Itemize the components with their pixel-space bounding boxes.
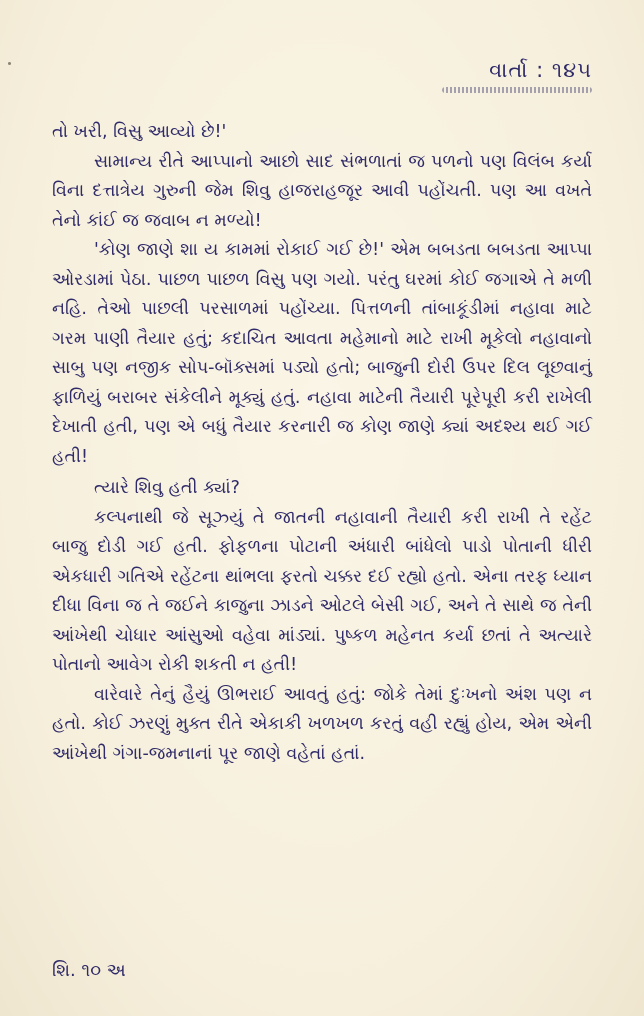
story-body [52, 118, 592, 769]
paragraph-3: 'કોણ જાણે શા ય કામમાં રોકાઈ ગઈ છે!' એમ બબડતા બબડતા આપ્પા ઓરડામાં પેઠા. પાછળ પાછળ વિસુ પણ ગયો. પરંતુ ઘરમાં કોઈ જગાએ તે મળી નહિ. તેઓ પાછલી પરસાળમાં પહોંચ્યા. પિત્તળની તાંબાકૂંડીમાં નહાવા માટે ગરમ પાણી તૈયાર હતું; કદાચિત આવતા મહેમાનો માટે રાખી મૂકેલો નહાવાનો સાબુ પણ નજીક સોપ-બૉક્સમાં પડ્યો હતો; બાજુની દોરી ઉપર દિલ લૂછવાનું ફાળિયું બરાબર સંકેલીને મૂક્યું હતું. નહાવા માટેની તૈયારી પૂરેપૂરી કરી રાખેલી દેખાતી હતી, પણ એ બધું તૈયાર કરનારી જ કોણ જાણે ક્યાં અદશ્ય થઈ ગઈ હતી! [52, 240, 592, 467]
printer-signature-mark: શિ. ૧૦ અ [52, 960, 126, 981]
paper-speck [8, 62, 11, 65]
paragraph-4: ત્યારે શિવુ હતી ક્યાં? [94, 478, 240, 498]
running-header [442, 58, 592, 93]
header-decorative-rule [442, 87, 592, 93]
paragraph-5: કલ્પનાથી જે સૂઝ્યું તે જાતની નહાવાની તૈયારી કરી રાખી તે રહેંટ બાજુ દોડી ગઈ હતી. ફોફળના પોટાની અંધારી બાંધેલો પાડો પોતાની ધીરી એકધારી ગતિએ રહેંટના થાંભલા ફરતો ચક્કર દઈ રહ્યો હતો. એના તરફ ધ્યાન દીધા વિના જ તે જઈને કાજુના ઝાડને ઓટલે બેસી ગઈ, અને તે સાથે જ તેની આંખેથી ચોધાર આંસુઓ વહેવા માંડ્યાં. પુષ્કળ મહેનત કર્યા છતાં તે અત્યારે પોતાનો આવેગ રોકી શકતી ન હતી! [52, 507, 592, 675]
paragraph-6: વારેવારે તેનું હૈયું ઊભરાઈ આવતું હતું: જોકે તેમાં દુઃખનો અંશ પણ ન હતો. કોઈ ઝરણું મુક્ત રીતે એકાકી ખળખળ કરતું વહી રહ્યું હોય, એમ એની આંખેથી ગંગા-જમનાનાં પૂર જાણે વહેતાં હતાં. [52, 684, 592, 764]
header-title: વાર્તા : ૧૪૫ [489, 58, 592, 82]
paragraph-1: તો ખરી, વિસુ આવ્યો છે!' [52, 122, 227, 142]
paragraph-2: સામાન્ય રીતે આપ્પાનો આછો સાદ સંભળાતાં જ પળનો પણ વિલંબ કર્યા વિના દત્તાત્રેય ગુરુની જેમ શિવુ હાજરાહજૂર આવી પહોંચતી. પણ આ વખતે તેનો કાંઈ જ જવાબ ન મળ્યો! [52, 151, 592, 231]
